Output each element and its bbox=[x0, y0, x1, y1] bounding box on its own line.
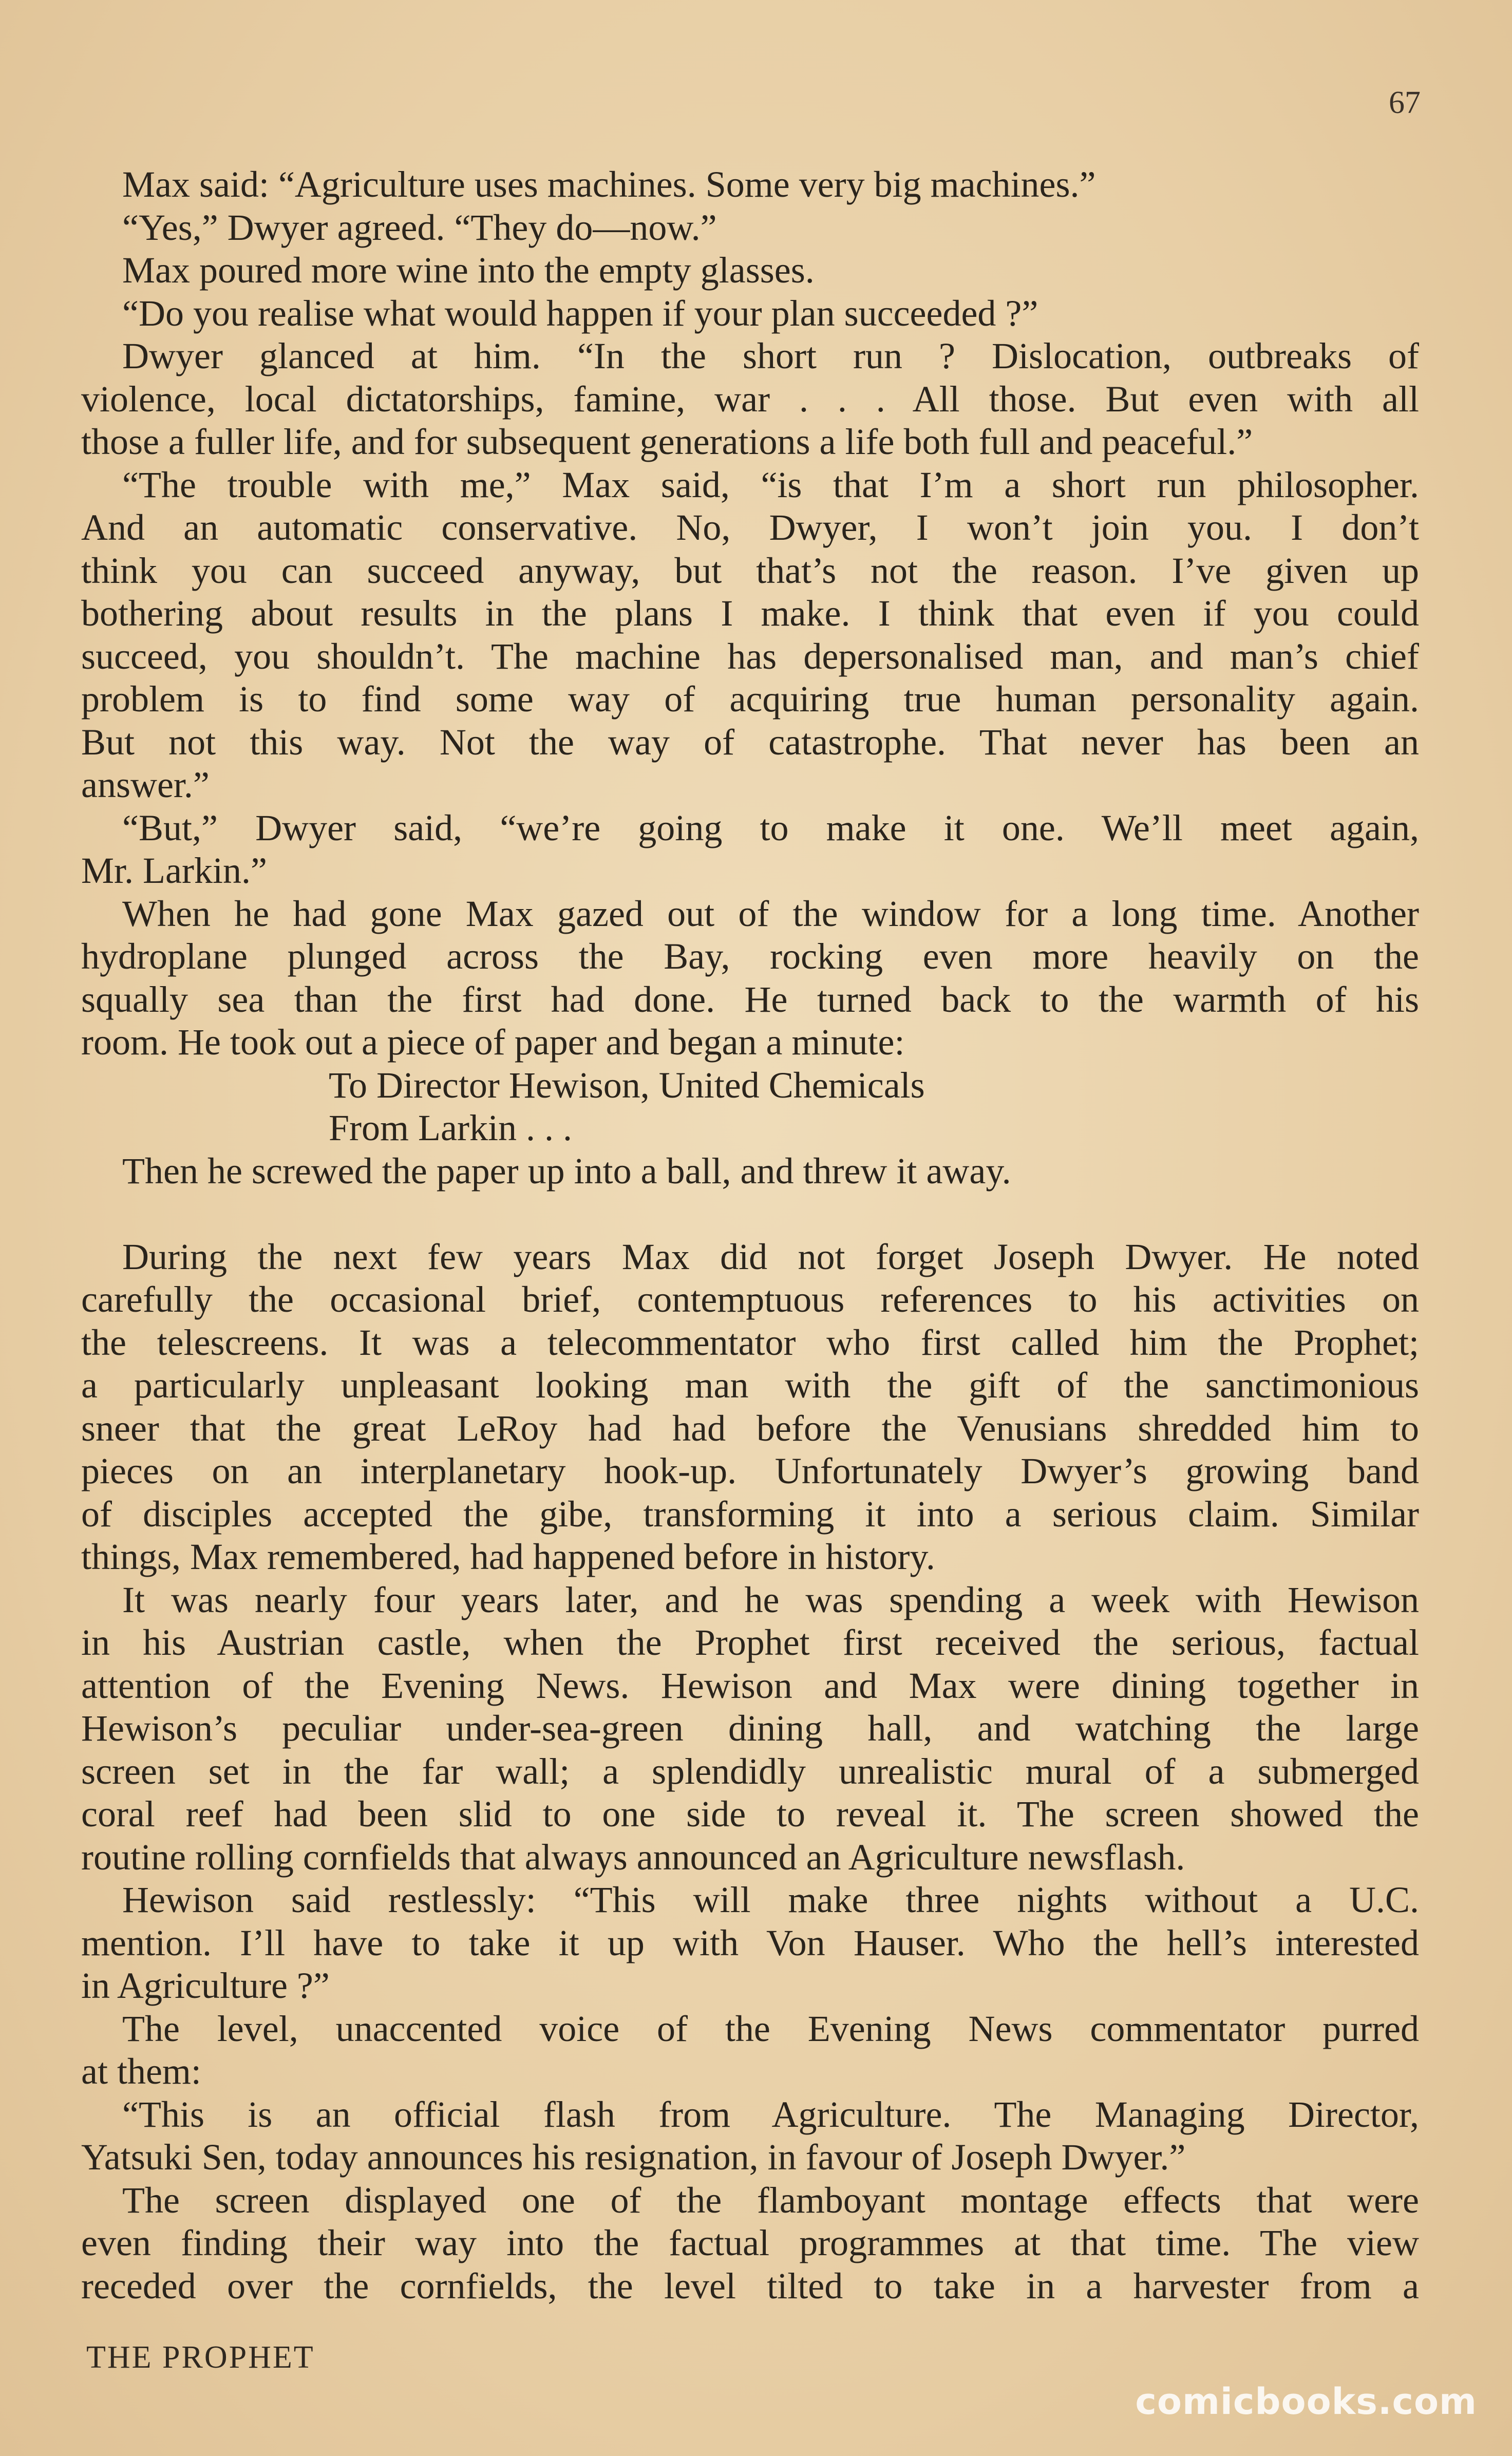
text-line: “Do you realise what would happen if your plan succeeded ?” bbox=[122, 292, 1038, 334]
text-line: “Yes,” Dwyer agreed. “They do—now.” bbox=[122, 206, 717, 248]
text-line: things, Max remembered, had happened before in history. bbox=[81, 1536, 935, 1577]
text-line: at them: bbox=[81, 2051, 201, 2092]
text-line: a particularly unpleasant looking man with the gift of the sanctimonious bbox=[81, 1365, 1419, 1406]
body-text bbox=[81, 163, 1419, 2308]
text-line: Hewison said restlessly: “This will make three nights without a U.C. bbox=[122, 1879, 1419, 1920]
text-line: carefully the occasional brief, contemptuous references to his activities on bbox=[81, 1279, 1419, 1320]
running-footer-title: THE PROPHET bbox=[86, 2340, 315, 2375]
text-line: pieces on an interplanetary hook-up. Unfortunately Dwyer’s growing band bbox=[81, 1450, 1419, 1491]
text-line: think you can succeed anyway, but that’s not the reason. I’ve given up bbox=[81, 550, 1419, 591]
text-line: room. He took out a piece of paper and began a minute: bbox=[81, 1022, 905, 1063]
text-line: mention. I’ll have to take it up with Von Hauser. Who the hell’s interested bbox=[81, 1922, 1419, 1963]
text-line: violence, local dictatorships, famine, war . . . All those. But even with all bbox=[81, 378, 1419, 420]
text-line: in Agriculture ?” bbox=[81, 1965, 330, 2006]
text-line: During the next few years Max did not forget Joseph Dwyer. He noted bbox=[122, 1236, 1419, 1277]
text-line: But not this way. Not the way of catastrophe. That never has been an bbox=[81, 721, 1419, 763]
memo-line: From Larkin . . . bbox=[329, 1107, 572, 1148]
text-line: sneer that the great LeRoy had had before the Venusians shredded him to bbox=[81, 1407, 1419, 1449]
text-line: When he had gone Max gazed out of the window for a long time. Another bbox=[122, 893, 1419, 934]
text-line: those a fuller life, and for subsequent generations a life both full and peaceful.” bbox=[81, 421, 1253, 462]
text-line: Dwyer glanced at him. “In the short run ? Dislocation, outbreaks of bbox=[122, 335, 1419, 376]
text-line: screen set in the far wall; a splendidly unrealistic mural of a submerged bbox=[81, 1750, 1419, 1792]
text-line: Mr. Larkin.” bbox=[81, 850, 267, 891]
text-line: the telescreens. It was a telecommentator who first called him the Prophet; bbox=[81, 1321, 1419, 1363]
text-line: hydroplane plunged across the Bay, rocking even more heavily on the bbox=[81, 936, 1419, 977]
text-line: squally sea than the first had done. He turned back to the warmth of his bbox=[81, 978, 1419, 1020]
text-line: The screen displayed one of the flamboyant montage effects that were bbox=[122, 2179, 1419, 2221]
text-line: It was nearly four years later, and he was spending a week with Hewison bbox=[122, 1579, 1419, 1620]
text-line: Then he screwed the paper up into a ball, and threw it away. bbox=[122, 1150, 1011, 1192]
text-line: answer.” bbox=[81, 764, 210, 805]
text-line: “The trouble with me,” Max said, “is that I’m a short run philosopher. bbox=[122, 464, 1419, 505]
text-line: Max said: “Agriculture uses machines. Some very big machines.” bbox=[122, 164, 1096, 205]
text-line: routine rolling cornfields that always announced an Agriculture newsflash. bbox=[81, 1836, 1185, 1878]
text-line: And an automatic conservative. No, Dwyer, I won’t join you. I don’t bbox=[81, 507, 1419, 548]
text-line: succeed, you shouldn’t. The machine has depersonalised man, and man’s chief bbox=[81, 635, 1419, 677]
watermark: comicbooks.com bbox=[1135, 2381, 1477, 2423]
text-line: in his Austrian castle, when the Prophet first received the serious, factual bbox=[81, 1622, 1419, 1663]
text-line: “This is an official flash from Agriculture. The Managing Director, bbox=[122, 2093, 1419, 2135]
section-break bbox=[81, 1193, 1419, 1236]
text-line: “But,” Dwyer said, “we’re going to make it one. We’ll meet again, bbox=[122, 807, 1419, 848]
text-line: of disciples accepted the gibe, transforming it into a serious claim. Similar bbox=[81, 1493, 1419, 1535]
page-number: 67 bbox=[1389, 85, 1421, 120]
text-line: Hewison’s peculiar under-sea-green dining hall, and watching the large bbox=[81, 1708, 1419, 1749]
text-line: receded over the cornfields, the level tilted to take in a harvester from a bbox=[81, 2265, 1419, 2307]
text-line: coral reef had been slid to one side to reveal it. The screen showed the bbox=[81, 1793, 1419, 1835]
text-line: Yatsuki Sen, today announces his resignation, in favour of Joseph Dwyer.” bbox=[81, 2137, 1186, 2178]
text-line: bothering about results in the plans I make. I think that even if you could bbox=[81, 593, 1419, 634]
text-line: Max poured more wine into the empty glasses. bbox=[122, 250, 815, 291]
text-line: even finding their way into the factual programmes at that time. The view bbox=[81, 2222, 1419, 2263]
text-line: problem is to find some way of acquiring true human personality again. bbox=[81, 678, 1419, 720]
text-line: The level, unaccented voice of the Evening News commentator purred bbox=[122, 2008, 1419, 2049]
memo-line: To Director Hewison, United Chemicals bbox=[329, 1064, 925, 1106]
text-line: attention of the Evening News. Hewison and Max were dining together in bbox=[81, 1665, 1419, 1706]
